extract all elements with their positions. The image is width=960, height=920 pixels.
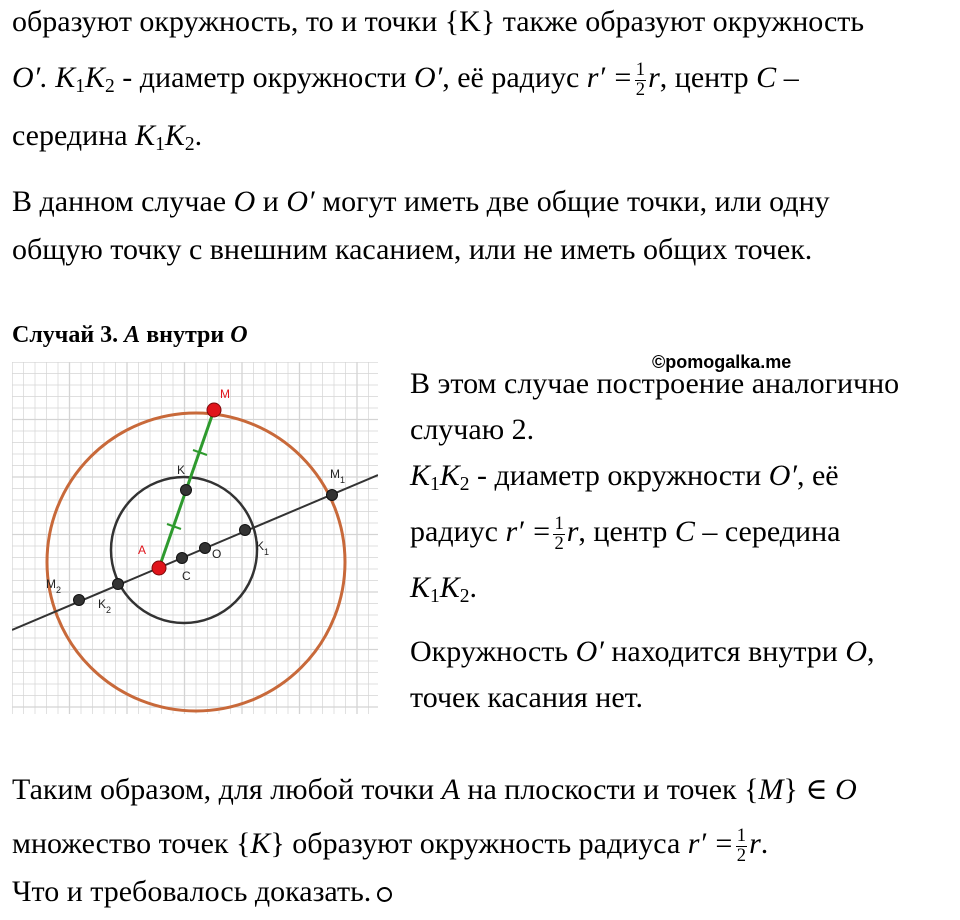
grid (12, 362, 378, 714)
point-m2 (74, 595, 85, 606)
text: - диаметр окружности (114, 61, 414, 94)
text: , центр (578, 515, 675, 548)
label-o: O (212, 547, 222, 561)
label-k2-sub: 2 (106, 605, 112, 615)
text: r′ = (586, 61, 633, 94)
label-m1-main: M (330, 467, 340, 481)
fraction-numerator: 1 (554, 513, 564, 535)
point-k2 (113, 579, 124, 590)
text: } образуют окружность радиуса (270, 827, 688, 860)
fraction-denominator: 2 (554, 532, 564, 554)
conclusion-line (12, 772, 857, 808)
label-m1 (330, 467, 345, 485)
text: A (441, 773, 460, 806)
text: , (867, 635, 875, 668)
text: O′ (768, 459, 797, 492)
subscript: 2 (459, 585, 470, 607)
line-m1-m2 (12, 475, 378, 630)
text: K (85, 61, 106, 94)
text: K (250, 827, 271, 860)
text: – середина (694, 515, 841, 548)
fraction (553, 515, 564, 553)
text: . (469, 571, 478, 604)
text: K (164, 119, 185, 152)
text: , её радиус (442, 61, 587, 94)
label-m2-main: M (46, 577, 56, 591)
text: - диаметр окружности (469, 459, 769, 492)
paragraph-line (12, 118, 202, 154)
text: находится внутри (603, 635, 846, 668)
text: середина (12, 119, 136, 152)
text: K (439, 571, 460, 604)
text: r (566, 515, 579, 548)
watermark: ©pomogalka.me (652, 352, 792, 372)
text: Окружность (410, 635, 576, 668)
text: точек касания нет. (410, 681, 643, 714)
case-heading (12, 322, 248, 349)
text: O (233, 185, 256, 218)
text: O′ (413, 61, 443, 94)
label-m2-sub: 2 (56, 585, 62, 595)
end-of-proof-icon (377, 887, 392, 902)
label-m1-sub: 1 (340, 475, 346, 485)
point-c (177, 553, 188, 564)
heading-a: A (124, 322, 141, 348)
text: Что и требовалось доказать. (12, 875, 372, 908)
right-text-line (410, 570, 477, 606)
text: M (758, 773, 784, 806)
right-text-line (410, 412, 534, 448)
subscript: 1 (75, 75, 85, 97)
fraction-numerator: 1 (635, 59, 646, 81)
heading-mid: внутри (140, 322, 231, 348)
subscript: 2 (459, 473, 470, 495)
text: и (255, 185, 287, 218)
text: В этом случае построение аналогично (410, 367, 900, 400)
text: радиус (410, 515, 506, 548)
text: . (194, 119, 203, 152)
text: O′ (286, 185, 315, 218)
subscript: 2 (184, 133, 195, 155)
conclusion-line (12, 826, 768, 865)
text: r (648, 61, 660, 94)
text: множество точек { (12, 827, 251, 860)
label-k1-sub: 1 (264, 547, 270, 557)
paragraph-line (12, 60, 799, 99)
conclusion-line (12, 874, 392, 910)
label-k2-main: K (98, 597, 107, 611)
text: K (135, 119, 156, 152)
label-m: M (220, 387, 230, 401)
text: O (845, 635, 868, 668)
right-text-line (410, 680, 643, 716)
text: r′ = (505, 515, 552, 548)
text: r (749, 827, 761, 860)
subscript: 1 (430, 473, 440, 495)
text: В данном случае (12, 185, 234, 218)
subscript: 1 (155, 133, 165, 155)
point-m (207, 403, 221, 417)
paragraph-line (12, 232, 812, 268)
geometry-figure (12, 362, 378, 714)
label-k2 (98, 597, 111, 615)
text: K (410, 459, 431, 492)
text: на плоскости и точек { (459, 773, 759, 806)
point-o (200, 543, 211, 554)
text: общую точку с внешним касанием, или не иметь общих точек. (12, 233, 813, 266)
text: . (760, 827, 769, 860)
text: K (439, 459, 460, 492)
label-k1-main: K (256, 539, 265, 553)
text: , центр (659, 61, 757, 94)
fraction-denominator: 2 (736, 844, 747, 866)
text: C (756, 61, 777, 94)
subscript: 2 (105, 75, 115, 97)
fraction-numerator: 1 (736, 825, 747, 847)
fraction (635, 61, 646, 99)
text: – (776, 61, 799, 94)
text: образуют окружность, то и точки {K} также образуют окружность (12, 5, 865, 38)
text: O′ (575, 635, 604, 668)
text: K (410, 571, 431, 604)
text: , её (796, 459, 839, 492)
heading-prefix: Случай 3. (12, 322, 125, 348)
label-k: K (177, 463, 186, 477)
text: } ∈ (783, 773, 836, 806)
text: могут иметь две общие точки, или одну (314, 185, 830, 218)
paragraph-line (12, 4, 864, 40)
text: случаю 2. (410, 413, 535, 446)
point-k (181, 485, 192, 496)
text: Таким образом, для любой точки (12, 773, 442, 806)
label-c: C (182, 569, 191, 583)
subscript: 1 (430, 585, 440, 607)
paragraph-line (12, 184, 830, 220)
text: C (674, 515, 695, 548)
right-text-line (410, 514, 840, 553)
point-m1 (327, 490, 338, 501)
point-a (152, 561, 166, 575)
text: r′ = (687, 827, 734, 860)
fraction-denominator: 2 (635, 78, 646, 100)
text: O′. K (12, 61, 76, 94)
heading-o: O (230, 322, 248, 348)
point-k1 (240, 525, 251, 536)
label-a: A (138, 543, 147, 557)
right-text-line (410, 458, 839, 494)
fraction (736, 827, 747, 865)
right-text-line (410, 366, 899, 402)
right-text-line (410, 634, 875, 670)
text: O (835, 773, 857, 806)
